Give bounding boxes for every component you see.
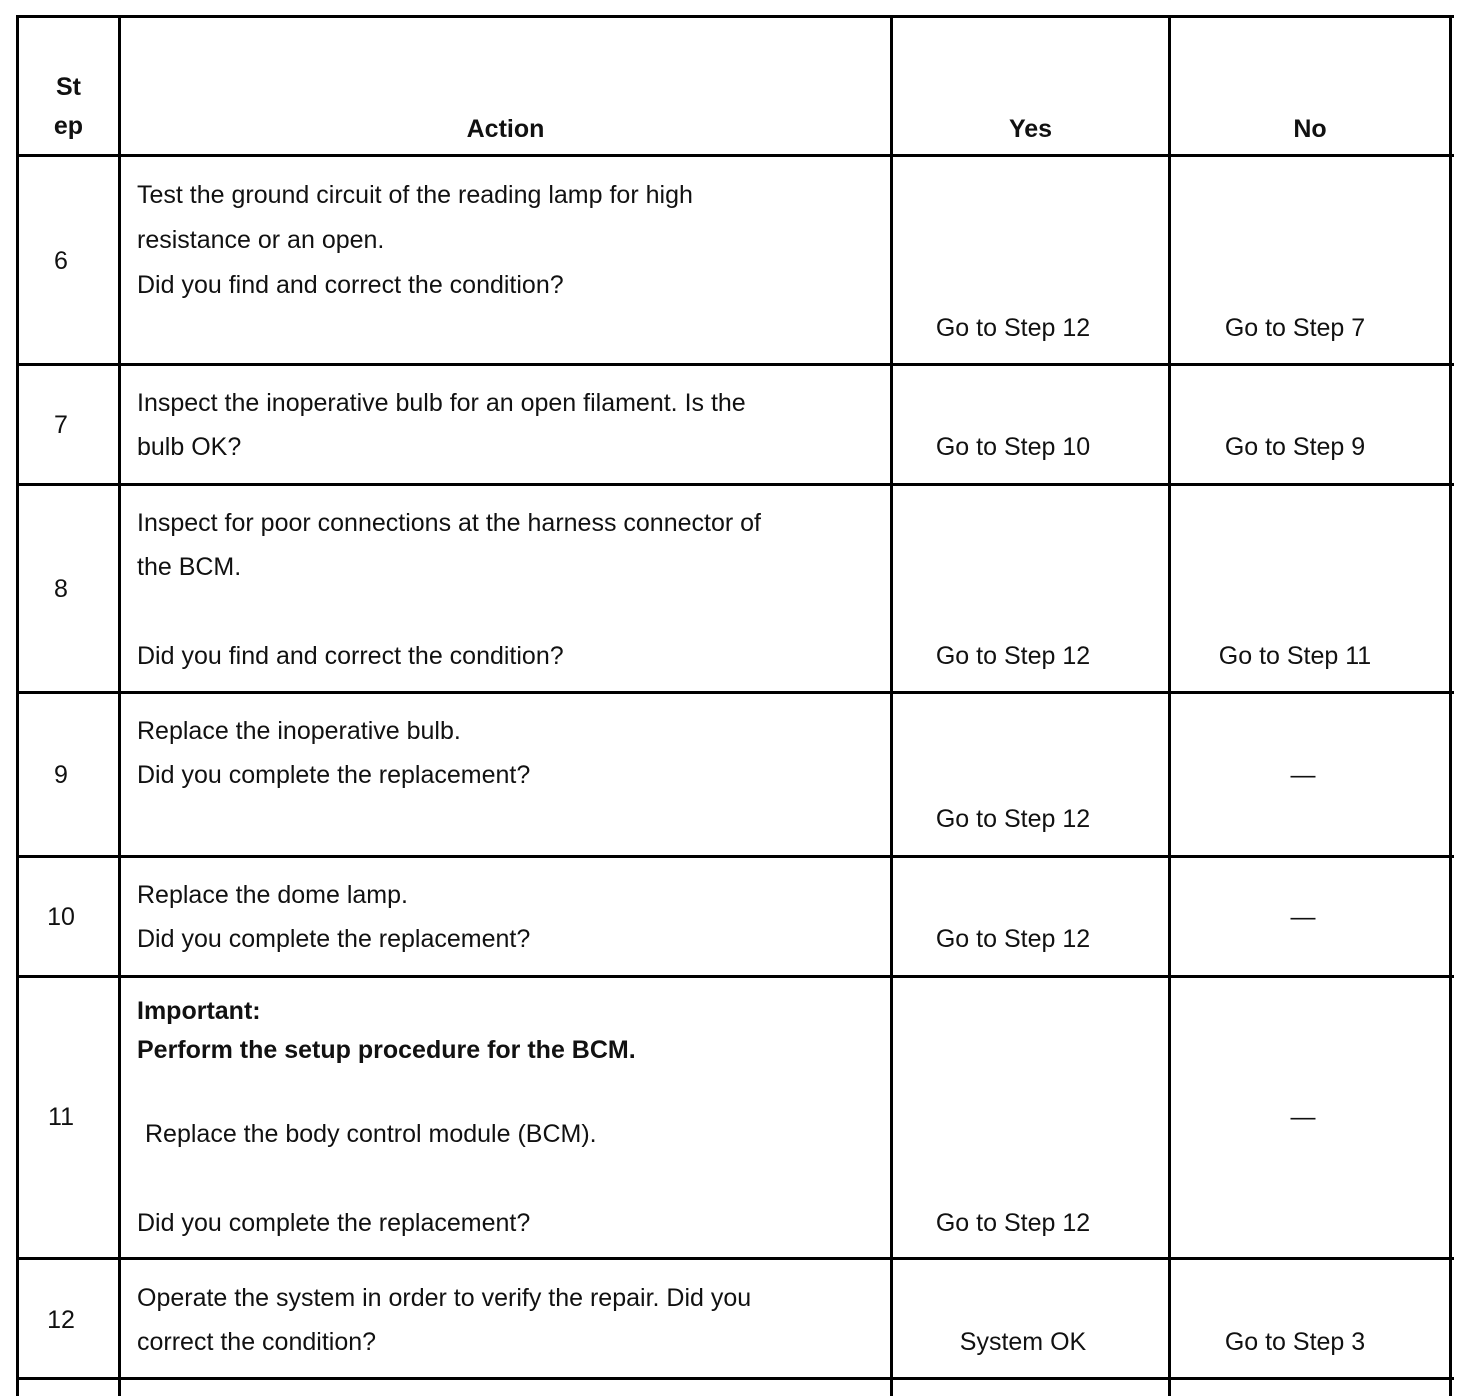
- yes-result: Go to Step 12: [935, 925, 1091, 953]
- step-number: 10: [47, 903, 75, 931]
- action-line: Replace the inoperative bulb.: [137, 717, 461, 745]
- row-divider: [16, 1377, 1454, 1380]
- yes-result: System OK: [959, 1328, 1087, 1356]
- table-border-top: [16, 15, 1454, 18]
- row-divider: [16, 1257, 1454, 1260]
- action-line: bulb OK?: [137, 433, 242, 461]
- action-line: Inspect the inoperative bulb for an open filament. Is the: [137, 389, 746, 417]
- step-number: 8: [54, 575, 68, 603]
- step-number: 6: [54, 247, 68, 275]
- row-divider: [16, 483, 1454, 486]
- yes-result: Go to Step 10: [935, 433, 1091, 461]
- action-line: Did you complete the replacement?: [137, 761, 531, 789]
- header-step: [19, 68, 118, 146]
- row-divider: [16, 691, 1454, 694]
- no-result: Go to Step 3: [1224, 1328, 1366, 1356]
- table-border-right: [1449, 16, 1452, 1396]
- no-result: Go to Step 9: [1224, 433, 1366, 461]
- row-divider: [16, 975, 1454, 978]
- action-line: the BCM.: [137, 553, 242, 581]
- column-divider: [890, 16, 893, 1396]
- step-number: 12: [47, 1306, 75, 1334]
- action-line: Replace the body control module (BCM).: [145, 1120, 597, 1148]
- column-divider: [118, 16, 121, 1396]
- no-result: —: [1290, 903, 1316, 931]
- action-line: Did you find and correct the condition?: [137, 271, 564, 299]
- column-divider: [1168, 16, 1171, 1396]
- action-line: Did you complete the replacement?: [137, 1209, 531, 1237]
- important-note: Perform the setup procedure for the BCM.: [137, 1036, 636, 1064]
- row-divider: [16, 363, 1454, 366]
- action-line: Did you find and correct the condition?: [137, 642, 564, 670]
- row-divider: [16, 855, 1454, 858]
- yes-result: Go to Step 12: [935, 314, 1091, 342]
- no-result: —: [1290, 1103, 1316, 1131]
- yes-result: Go to Step 12: [935, 642, 1091, 670]
- header-divider: [16, 154, 1454, 157]
- yes-result: Go to Step 12: [935, 805, 1091, 833]
- important-label: Important:: [137, 997, 261, 1025]
- header-step-line: ep: [53, 112, 84, 140]
- header-step-line: St: [56, 73, 81, 101]
- header-action: Action: [466, 115, 545, 143]
- table-border-left: [16, 16, 19, 1396]
- step-number: 11: [48, 1103, 74, 1131]
- no-result: Go to Step 7: [1224, 314, 1366, 342]
- no-result: Go to Step 11: [1218, 642, 1372, 670]
- action-line: resistance or an open.: [137, 226, 385, 254]
- header-yes: Yes: [1008, 115, 1053, 143]
- yes-result: Go to Step 12: [935, 1209, 1091, 1237]
- header-no: No: [1293, 115, 1327, 143]
- no-result: —: [1290, 761, 1316, 789]
- action-line: Operate the system in order to verify the repair. Did you: [137, 1284, 752, 1312]
- action-line: Test the ground circuit of the reading lamp for high: [137, 181, 693, 209]
- action-line: Inspect for poor connections at the harness connector of: [137, 509, 761, 537]
- step-number: 7: [54, 411, 68, 439]
- action-line: correct the condition?: [137, 1328, 377, 1356]
- action-line: Did you complete the replacement?: [137, 925, 531, 953]
- step-number: 9: [54, 761, 68, 789]
- action-line: Replace the dome lamp.: [137, 881, 408, 909]
